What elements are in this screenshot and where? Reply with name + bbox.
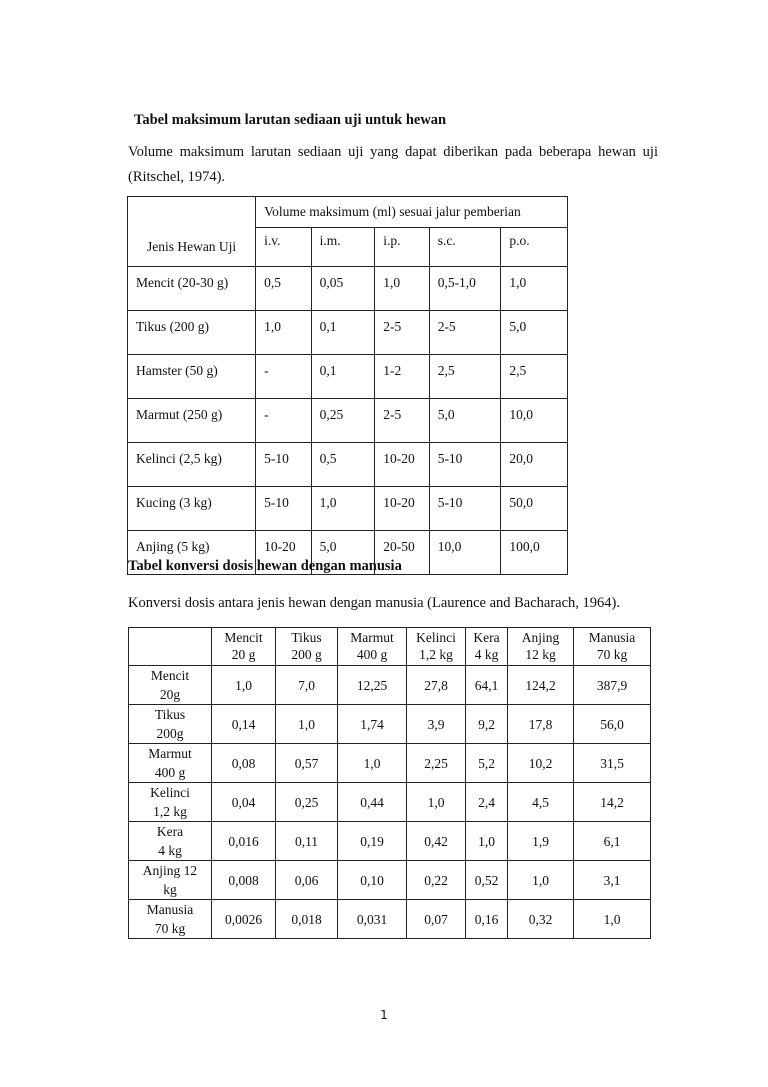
value-cell: 7,0 [276,666,338,705]
value-cell: 56,0 [574,705,651,744]
column-weight: 12 kg [525,647,556,662]
value-cell: 1,0 [311,487,375,531]
value-cell: 5-10 [256,443,312,487]
value-cell: 3,9 [407,705,466,744]
section1-paragraph: Volume maksimum larutan sediaan uji yang dapat diberikan pada beberapa hewan uji (Ritschel, 1974). [128,144,658,185]
value-cell: 10,0 [501,399,568,443]
value-cell: 20-50 [375,531,429,575]
value-cell: 0,06 [276,861,338,900]
value-cell: 5,0 [429,399,501,443]
value-cell: 0,10 [338,861,407,900]
value-cell: 2,5 [501,355,568,399]
section1-title: Tabel maksimum larutan sediaan uji untuk hewan [134,112,447,128]
value-cell: 0,08 [212,744,276,783]
column-weight: 20 g [231,647,256,662]
value-cell: 0,05 [311,267,375,311]
value-cell: 100,0 [501,531,568,575]
value-cell: 0,1 [311,311,375,355]
value-cell: 0,16 [466,900,508,939]
value-cell: 0,016 [212,822,276,861]
table-row [129,666,651,705]
row-header: Tikus 200g [129,705,212,744]
table-row [129,783,651,822]
row-header: Anjing 12 kg [129,861,212,900]
column-name: Marmut [350,630,394,645]
table1-route-header: i.m. [311,228,375,267]
value-cell: 0,25 [311,399,375,443]
value-cell: 12,25 [338,666,407,705]
value-cell: 1,0 [375,267,429,311]
value-cell: 0,11 [276,822,338,861]
value-cell: 0,008 [212,861,276,900]
value-cell: 10-20 [256,531,312,575]
animal-cell: Mencit (20-30 g) [128,267,256,311]
value-cell: 5,0 [501,311,568,355]
column-name: Mencit [224,630,263,645]
value-cell: 2-5 [375,399,429,443]
table-row [129,900,651,939]
value-cell: 6,1 [574,822,651,861]
value-cell: 2,4 [466,783,508,822]
table-row [128,267,568,311]
max-volume-table [127,196,568,575]
value-cell: 10-20 [375,487,429,531]
value-cell: 5,2 [466,744,508,783]
value-cell: 2-5 [429,311,501,355]
value-cell: 0,52 [466,861,508,900]
table1-route-header: i.p. [375,228,429,267]
value-cell: 5-10 [429,443,501,487]
value-cell: 0,031 [338,900,407,939]
value-cell: 10,0 [429,531,501,575]
table-row [128,487,568,531]
value-cell: 50,0 [501,487,568,531]
value-cell: 0,42 [407,822,466,861]
table-row [129,861,651,900]
animal-cell: Anjing (5 kg) [128,531,256,575]
column-name: Kelinci [416,630,456,645]
column-weight: 70 kg [596,647,628,662]
table1-group-header: Volume maksimum (ml) sesuai jalur pemberian [256,197,568,228]
row-header: Kera 4 kg [129,822,212,861]
value-cell: 0,44 [338,783,407,822]
value-cell: 1,0 [574,900,651,939]
value-cell: 0,07 [407,900,466,939]
value-cell: - [256,399,312,443]
column-header [338,628,407,666]
value-cell: 14,2 [574,783,651,822]
value-cell: 10,2 [508,744,574,783]
value-cell: 2,5 [429,355,501,399]
column-weight: 400 g [356,647,388,662]
value-cell: 64,1 [466,666,508,705]
value-cell: 1,9 [508,822,574,861]
value-cell: 20,0 [501,443,568,487]
value-cell: 1,0 [338,744,407,783]
table1-corner [128,197,256,228]
row-header: Mencit 20g [129,666,212,705]
value-cell: 0,1 [311,355,375,399]
column-name: Manusia [588,630,636,645]
value-cell: 0,25 [276,783,338,822]
value-cell: 3,1 [574,861,651,900]
value-cell: 0,5 [256,267,312,311]
section2-paragraph: Konversi dosis antara jenis hewan dengan manusia (Laurence and Bacharach, 1964). [128,595,621,611]
column-weight: 4 kg [474,647,499,662]
table-row [129,822,651,861]
animal-cell: Tikus (200 g) [128,311,256,355]
column-header [276,628,338,666]
table-row [129,705,651,744]
table-row [128,399,568,443]
section2-title: Tabel konversi dosis hewan dengan manusia [128,558,402,574]
dose-conversion-table [128,627,651,939]
animal-cell: Kelinci (2,5 kg) [128,443,256,487]
column-header [508,628,574,666]
table2-corner [129,628,212,666]
value-cell: 1,0 [276,705,338,744]
value-cell: 387,9 [574,666,651,705]
value-cell: 0,5 [311,443,375,487]
value-cell: 2,25 [407,744,466,783]
table1-route-header: s.c. [429,228,501,267]
table-row [128,443,568,487]
column-header [466,628,508,666]
value-cell: - [256,355,312,399]
column-name: Tikus [291,630,322,645]
value-cell: 0,5-1,0 [429,267,501,311]
column-header [407,628,466,666]
value-cell: 0,0026 [212,900,276,939]
value-cell: 0,19 [338,822,407,861]
value-cell: 1,0 [407,783,466,822]
animal-cell: Hamster (50 g) [128,355,256,399]
column-weight: 200 g [291,647,322,662]
animal-cell: Kucing (3 kg) [128,487,256,531]
value-cell: 5,0 [311,531,375,575]
column-weight: 1,2 kg [419,647,453,662]
column-name: Anjing [521,630,560,645]
value-cell: 0,57 [276,744,338,783]
value-cell: 17,8 [508,705,574,744]
table-row [128,311,568,355]
table1-route-header: i.v. [256,228,312,267]
value-cell: 5-10 [256,487,312,531]
value-cell: 1,0 [508,861,574,900]
value-cell: 0,22 [407,861,466,900]
table-row [129,744,651,783]
value-cell: 2-5 [375,311,429,355]
value-cell: 5-10 [429,487,501,531]
row-header: Kelinci 1,2 kg [129,783,212,822]
column-name: Kera [473,630,500,645]
row-header: Manusia 70 kg [129,900,212,939]
column-header [212,628,276,666]
value-cell: 1-2 [375,355,429,399]
value-cell: 0,14 [212,705,276,744]
value-cell: 9,2 [466,705,508,744]
value-cell: 4,5 [508,783,574,822]
page-number: 1 [380,1008,388,1022]
value-cell: 31,5 [574,744,651,783]
value-cell: 0,32 [508,900,574,939]
value-cell: 1,0 [501,267,568,311]
value-cell: 10-20 [375,443,429,487]
value-cell: 0,018 [276,900,338,939]
value-cell: 124,2 [508,666,574,705]
value-cell: 1,0 [466,822,508,861]
value-cell: 1,0 [212,666,276,705]
value-cell: 0,04 [212,783,276,822]
table-row [128,355,568,399]
column-header [574,628,651,666]
row-header: Marmut 400 g [129,744,212,783]
value-cell: 1,74 [338,705,407,744]
table1-route-header: p.o. [501,228,568,267]
animal-cell: Marmut (250 g) [128,399,256,443]
value-cell: 1,0 [256,311,312,355]
table1-row-header-label: Jenis Hewan Uji [128,228,256,267]
value-cell: 27,8 [407,666,466,705]
